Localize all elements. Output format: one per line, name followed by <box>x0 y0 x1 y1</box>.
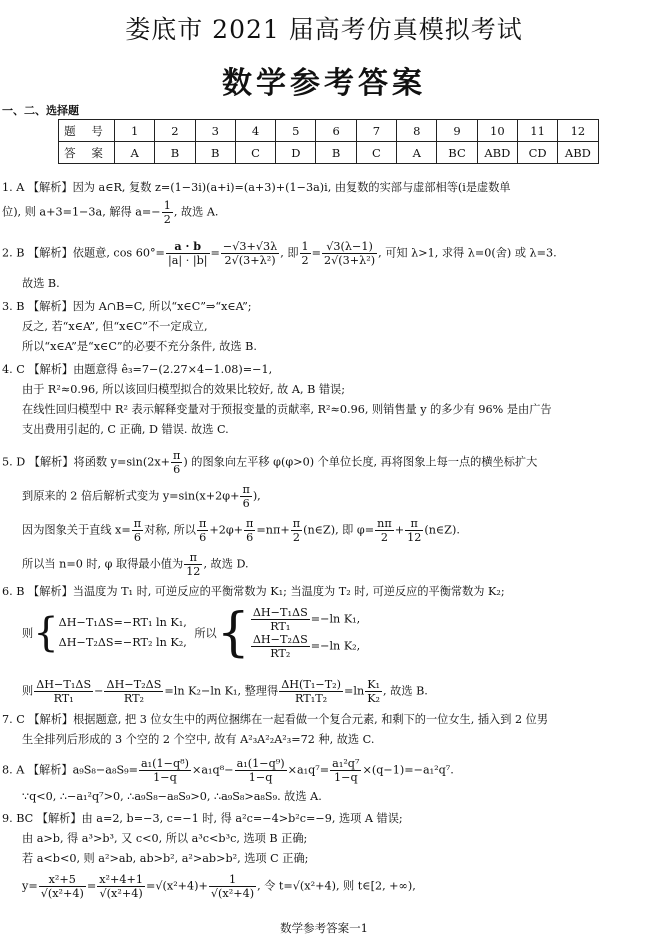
question-number-cell: 6 <box>316 120 356 142</box>
q7-line2: 生全排列后形成的 3 个空的 2 个空中, 故有 A²₃A²₂A²₃=72 种, 故选 C. <box>22 733 375 746</box>
q4-line3: 在线性回归模型中 R² 表示解释变量对于预报变量的贡献率, R²≈0.96, 则销售量 y 的多少有 96% 是由广告 <box>22 403 552 416</box>
question-number-cell: 8 <box>397 120 437 142</box>
brace-icon: { <box>216 603 250 663</box>
fraction: $\frac{\pi}{6}$ <box>242 483 250 510</box>
q5-line4: 所以当 n=0 时, φ 取得最小值为 $\frac{\pi}{12}$ , 故选 D. <box>22 551 249 578</box>
fraction: $\frac{a \cdot b}{|a| \cdot |b|}$ <box>167 239 208 267</box>
q8-line1: 8. A 【解析】a₉S₈−a₈S₉= $\frac{\text{a₁(1−q⁸)}}{1-q}$ ×a₁q⁸− $\frac{\text{a₁(1−q⁹)}}{1-q}$ ×a₁q⁷= $\frac{\text{a₁²q⁷}}{1-q}$ ×(q−1)=−a₁²q⁷. <box>2 757 454 784</box>
section-heading: 一、二、选择题 <box>2 104 79 117</box>
answer-cell: A <box>397 142 437 164</box>
brace-icon: { <box>33 610 59 656</box>
q4-line1: 4. C 【解析】由题意得 ê₃=7−(2.27×4−1.08)=−1, <box>2 363 273 376</box>
q5-line2: 到原来的 2 倍后解析式变为 y=sin(x+2φ+ $\frac{\pi}{6}$ ), <box>22 483 261 510</box>
answer-cell: A <box>115 142 155 164</box>
fraction: $\frac{-√3+√3\lambda}{\text{2√(3+λ²)}}$ <box>222 240 278 267</box>
answer-cell: B <box>316 142 356 164</box>
fraction: $\frac{√3(\lambda-1)}{\text{2√(3+λ²)}}$ <box>324 240 376 267</box>
fraction: $\frac{\pi}{12}$ <box>186 551 201 578</box>
fraction: $\frac{\pi}{6}$ <box>133 517 142 544</box>
answer-cell: CD <box>517 142 557 164</box>
page-title: 数学参考答案 <box>222 66 426 101</box>
question-number-cell: 3 <box>195 120 235 142</box>
q5-line1: 5. D 【解析】将函数 y=sin(2x+ $\frac{\pi}{6}$ ) 的图象向左平移 φ(φ>0) 个单位长度, 再将图象上每一点的横坐标扩大 <box>2 449 538 476</box>
question-number-cell: 11 <box>517 120 557 142</box>
fraction: $\frac{1}{2}$ <box>163 199 171 226</box>
question-number-row <box>59 120 599 142</box>
answer-cell: BC <box>437 142 477 164</box>
question-number-cell: 10 <box>477 120 517 142</box>
fraction: $\frac{\pi}{6}$ <box>173 449 181 476</box>
fraction: $\frac{\pi}{12}$ <box>407 517 422 544</box>
answer-cell: ABD <box>477 142 517 164</box>
q4-line2: 由于 R²≈0.96, 所以该回归模型拟合的效果比较好, 故 A, B 错误; <box>22 383 346 396</box>
fraction: $\frac{\pi}{6}$ <box>246 517 254 544</box>
q9-line4: y= $\frac{\text{x²+5}}{\text{√(x²+4)}}$ = $\frac{\text{x²+4+1}}{\text{√(x²+4)}}$ =√(x²+4)+ $\frac{1}{\text{√(x²+4)}}$ , 令 t=√(x²+4), 则 t∈[2, +∞), <box>22 873 416 900</box>
exam-title: 娄底市 2021 届高考仿真模拟考试 <box>125 15 523 44</box>
question-number-cell: 12 <box>558 120 598 142</box>
q6-line3: 则 $\frac{\text{ΔH−T₁ΔS}}{\text{RT₁}}$ − $\frac{\text{ΔH−T₂ΔS}}{\text{RT₂}}$ =ln K₂−ln K₁, 整理得 $\frac{\text{ΔH(T₁−T₂)}}{\text{RT₁T₂}}$ =ln $\frac{\text{K₁}}{\text{K₂}}$ , 故选 B. <box>22 678 428 705</box>
fraction: $\frac{\pi}{6}$ <box>198 517 207 544</box>
q8-line2: ∵q<0, ∴−a₁²q⁷>0, ∴a₉S₈−a₈S₉>0, ∴a₉S₈>a₈S₉. 故选 A. <box>22 790 322 803</box>
fraction: $\frac{1}{2}$ <box>301 240 309 267</box>
question-number-cell: 4 <box>235 120 275 142</box>
answer-table <box>58 119 599 164</box>
answer-row <box>59 142 599 164</box>
q1-text: 位), 则 a+3=1−3a, 解得 a=− <box>2 205 161 219</box>
question-number-cell: 9 <box>437 120 477 142</box>
answer-cell: B <box>155 142 195 164</box>
q2-line1: 2. B 【解析】依题意, cos 60°= $\frac{a \cdot b}{|a| \cdot |b|}$ = $\frac{-√3+√3\lambda}{\text{2√(3+λ²)}}$ , 即 $\frac{1}{2}$ = $\frac{√3(\lambda-1)}{\text{2√(3+λ²)}}$ , 可知 λ>1, 求得 λ=0(舍) 或 λ=3. <box>2 239 557 267</box>
row-label: 题 号 <box>59 120 115 142</box>
q1-line1: 1. A 【解析】因为 a∈R, 复数 z=(1−3i)(a+i)=(a+3)+(1−3a)i, 由复数的实部与虚部相等(i是虚数单 <box>2 181 511 194</box>
question-number-cell: 2 <box>155 120 195 142</box>
q9-line2: 由 a>b, 得 a³>b³, 又 c<0, 所以 a³c<b³c, 选项 B 正确; <box>22 832 308 845</box>
question-number-cell: 7 <box>356 120 396 142</box>
question-number-cell: 1 <box>115 120 155 142</box>
page-footer: 数学参考答案一1 <box>280 921 368 935</box>
answer-cell: B <box>195 142 235 164</box>
q1-text: , 故选 A. <box>173 205 219 219</box>
q7-line1: 7. C 【解析】根据题意, 把 3 位女生中的两位捆绑在一起看做一个复合元素, 和剩下的一位女生, 插入到 2 位男 <box>2 713 549 726</box>
question-number-cell: 5 <box>276 120 316 142</box>
q3-line2: 反之, 若“x∈A”, 但“x∈C”不一定成立, <box>22 320 208 333</box>
q3-line1: 3. B 【解析】因为 A∩B=C, 所以“x∈C”⇒“x∈A”; <box>2 300 252 313</box>
fraction: $\frac{n\pi}{2}$ <box>377 517 392 544</box>
answer-cell: D <box>276 142 316 164</box>
answer-cell: ABD <box>558 142 598 164</box>
q5-line3: 因为图象关于直线 x= $\frac{\pi}{6}$ 对称, 所以 $\frac{\pi}{6}$ +2φ+ $\frac{\pi}{6}$ =nπ+ $\frac{\pi}{2}$ (n∈Z), 即 φ= $\frac{n\pi}{2}$ + $\frac{\pi}{12}$ (n∈Z). <box>22 517 460 544</box>
q4-line4: 支出费用引起的, C 正确, D 错误. 故选 C. <box>22 423 229 436</box>
q1-line2 <box>2 199 642 226</box>
q6-line1: 6. B 【解析】当温度为 T₁ 时, 可逆反应的平衡常数为 K₁; 当温度为 T₂ 时, 可逆反应的平衡常数为 K₂; <box>2 585 505 598</box>
q6-system: 则{ ΔH−T₁ΔS=−RT₁ ln K₁, ΔH−T₂ΔS=−RT₂ ln K₂, 所以{ $\frac{\text{ΔH−T₁ΔS}}{\text{RT₁}}$ =−ln K₁, $\frac{\text{ΔH−T₂ΔS}}{\text{RT₂}}$ =−ln K₂, <box>22 603 361 663</box>
fraction: $\frac{\pi}{2}$ <box>292 517 301 544</box>
answer-cell: C <box>235 142 275 164</box>
answer-cell: C <box>356 142 396 164</box>
q3-line3: 所以“x∈A”是“x∈C”的必要不充分条件, 故选 B. <box>22 340 257 353</box>
q2-line2: 故选 B. <box>22 277 60 290</box>
q9-line1: 9. BC 【解析】由 a=2, b=−3, c=−1 时, 得 a²c=−4>b²c=−9, 选项 A 错误; <box>2 812 403 825</box>
q9-line3: 若 a<b<0, 则 a²>ab, ab>b², a²>ab>b², 选项 C 正确; <box>22 852 309 865</box>
row-label: 答 案 <box>59 142 115 164</box>
